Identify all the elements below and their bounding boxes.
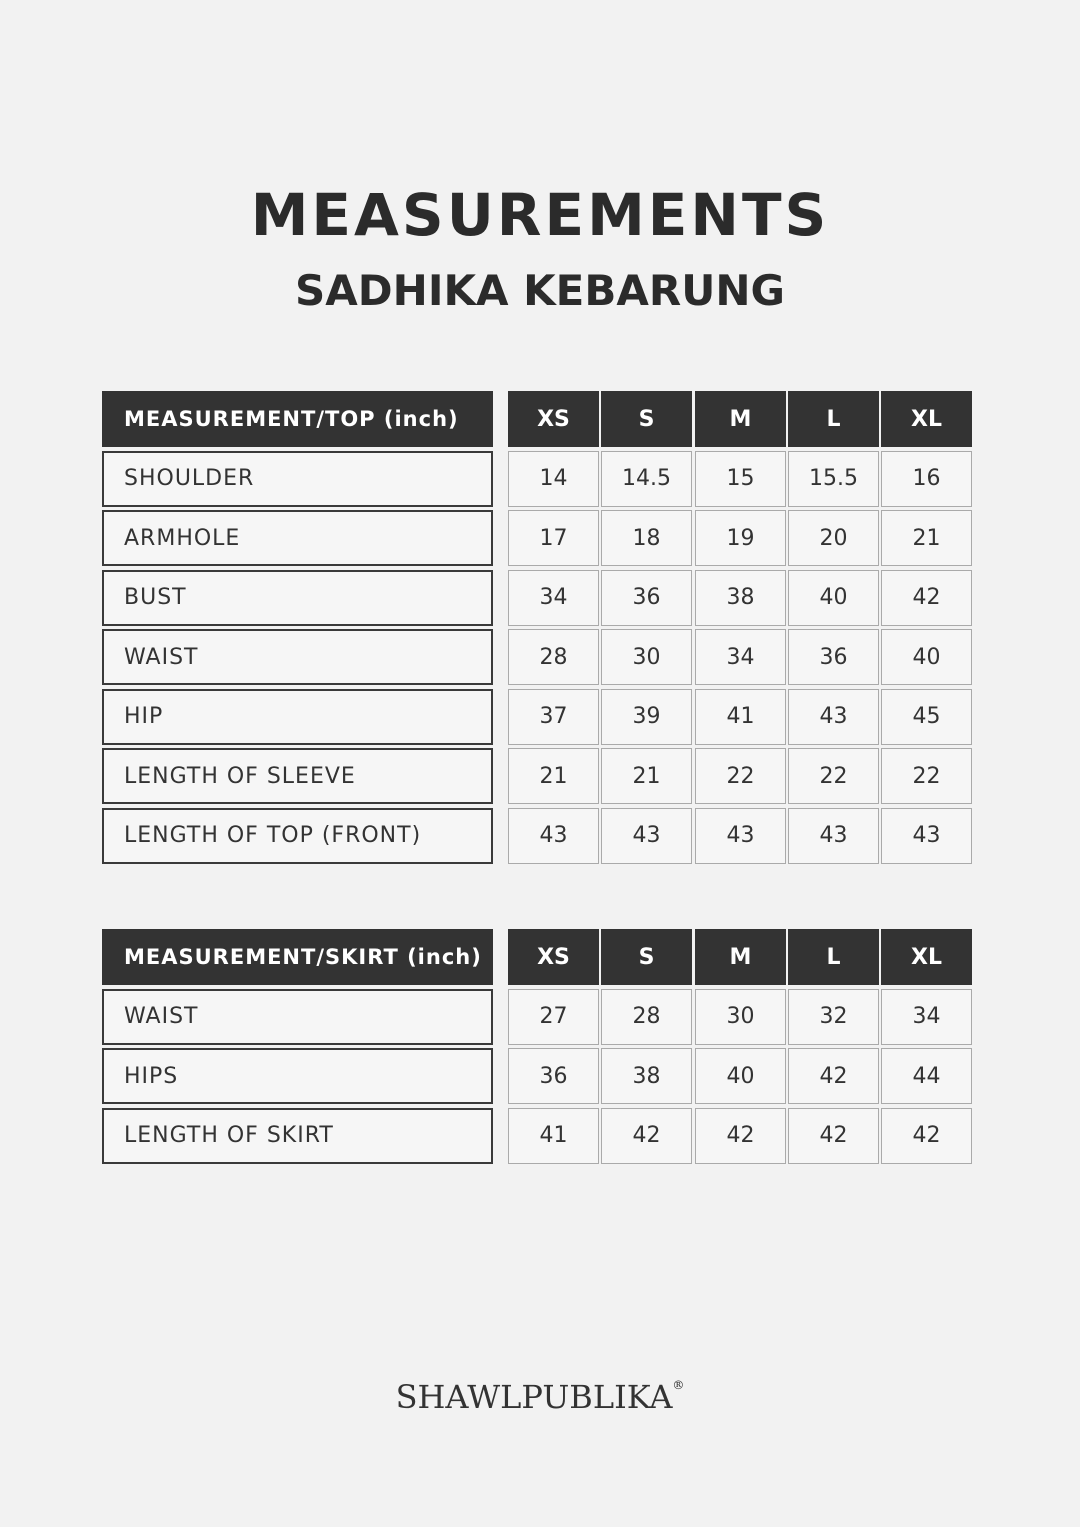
value-cell: 34 xyxy=(695,629,786,685)
value-cell: 44 xyxy=(881,1048,972,1104)
value-cell: 15 xyxy=(695,451,786,507)
table-header-label: MEASUREMENT/TOP (inch) xyxy=(102,391,493,447)
table-header-label: MEASUREMENT/SKIRT (inch) xyxy=(102,929,493,985)
row-label: HIP xyxy=(102,689,493,745)
size-header-xl: XL xyxy=(881,929,972,985)
value-cell: 18 xyxy=(601,510,692,566)
top-measurement-table xyxy=(102,390,972,866)
brand-name: SHAWLPUBLIKA xyxy=(395,1378,673,1416)
value-cell: 43 xyxy=(881,808,972,864)
value-cell: 21 xyxy=(881,510,972,566)
value-cell: 34 xyxy=(508,570,599,626)
row-label: WAIST xyxy=(102,989,493,1045)
row-label: SHOULDER xyxy=(102,451,493,507)
size-header-xs: XS xyxy=(508,391,599,447)
row-label: LENGTH OF SLEEVE xyxy=(102,748,493,804)
value-cell: 32 xyxy=(788,989,879,1045)
size-header-s: S xyxy=(601,929,692,985)
value-cell: 42 xyxy=(788,1048,879,1104)
row-label: WAIST xyxy=(102,629,493,685)
size-header-xl: XL xyxy=(881,391,972,447)
row-label: LENGTH OF TOP (FRONT) xyxy=(102,808,493,864)
value-cell: 37 xyxy=(508,689,599,745)
value-cell: 21 xyxy=(508,748,599,804)
value-cell: 36 xyxy=(601,570,692,626)
value-cell: 20 xyxy=(788,510,879,566)
size-header-l: L xyxy=(788,929,879,985)
table-row xyxy=(102,807,972,867)
value-cell: 38 xyxy=(695,570,786,626)
row-label: ARMHOLE xyxy=(102,510,493,566)
value-cell: 38 xyxy=(601,1048,692,1104)
value-cell: 22 xyxy=(788,748,879,804)
table-row xyxy=(102,747,972,807)
table-row xyxy=(102,569,972,629)
value-cell: 43 xyxy=(788,808,879,864)
value-cell: 22 xyxy=(881,748,972,804)
brand-logo xyxy=(0,1378,1080,1416)
table-row xyxy=(102,450,972,510)
value-cell: 22 xyxy=(695,748,786,804)
value-cell: 40 xyxy=(788,570,879,626)
size-header-l: L xyxy=(788,391,879,447)
value-cell: 42 xyxy=(881,1108,972,1164)
registered-mark: ® xyxy=(672,1378,685,1392)
row-label: BUST xyxy=(102,570,493,626)
value-cell: 21 xyxy=(601,748,692,804)
value-cell: 15.5 xyxy=(788,451,879,507)
value-cell: 43 xyxy=(788,689,879,745)
value-cell: 28 xyxy=(508,629,599,685)
table-header-row xyxy=(102,390,972,450)
table-header-row xyxy=(102,928,972,988)
value-cell: 43 xyxy=(695,808,786,864)
value-cell: 14.5 xyxy=(601,451,692,507)
table-row xyxy=(102,628,972,688)
table-row xyxy=(102,1107,972,1167)
value-cell: 14 xyxy=(508,451,599,507)
value-cell: 39 xyxy=(601,689,692,745)
product-name: SADHIKA KEBARUNG xyxy=(295,266,785,315)
value-cell: 27 xyxy=(508,989,599,1045)
value-cell: 41 xyxy=(508,1108,599,1164)
value-cell: 42 xyxy=(695,1108,786,1164)
row-label: LENGTH OF SKIRT xyxy=(102,1108,493,1164)
size-header-m: M xyxy=(695,391,786,447)
value-cell: 43 xyxy=(508,808,599,864)
value-cell: 30 xyxy=(601,629,692,685)
value-cell: 28 xyxy=(601,989,692,1045)
value-cell: 43 xyxy=(601,808,692,864)
value-cell: 45 xyxy=(881,689,972,745)
value-cell: 41 xyxy=(695,689,786,745)
size-header-m: M xyxy=(695,929,786,985)
value-cell: 19 xyxy=(695,510,786,566)
value-cell: 36 xyxy=(508,1048,599,1104)
table-row xyxy=(102,988,972,1048)
table-row xyxy=(102,688,972,748)
skirt-measurement-table xyxy=(102,928,972,1166)
size-header-s: S xyxy=(601,391,692,447)
value-cell: 16 xyxy=(881,451,972,507)
value-cell: 42 xyxy=(881,570,972,626)
value-cell: 40 xyxy=(695,1048,786,1104)
row-label: HIPS xyxy=(102,1048,493,1104)
value-cell: 30 xyxy=(695,989,786,1045)
table-row xyxy=(102,509,972,569)
page-title: MEASUREMENTS xyxy=(250,181,830,249)
table-row xyxy=(102,1047,972,1107)
value-cell: 42 xyxy=(601,1108,692,1164)
value-cell: 42 xyxy=(788,1108,879,1164)
value-cell: 36 xyxy=(788,629,879,685)
value-cell: 34 xyxy=(881,989,972,1045)
value-cell: 17 xyxy=(508,510,599,566)
size-header-xs: XS xyxy=(508,929,599,985)
value-cell: 40 xyxy=(881,629,972,685)
